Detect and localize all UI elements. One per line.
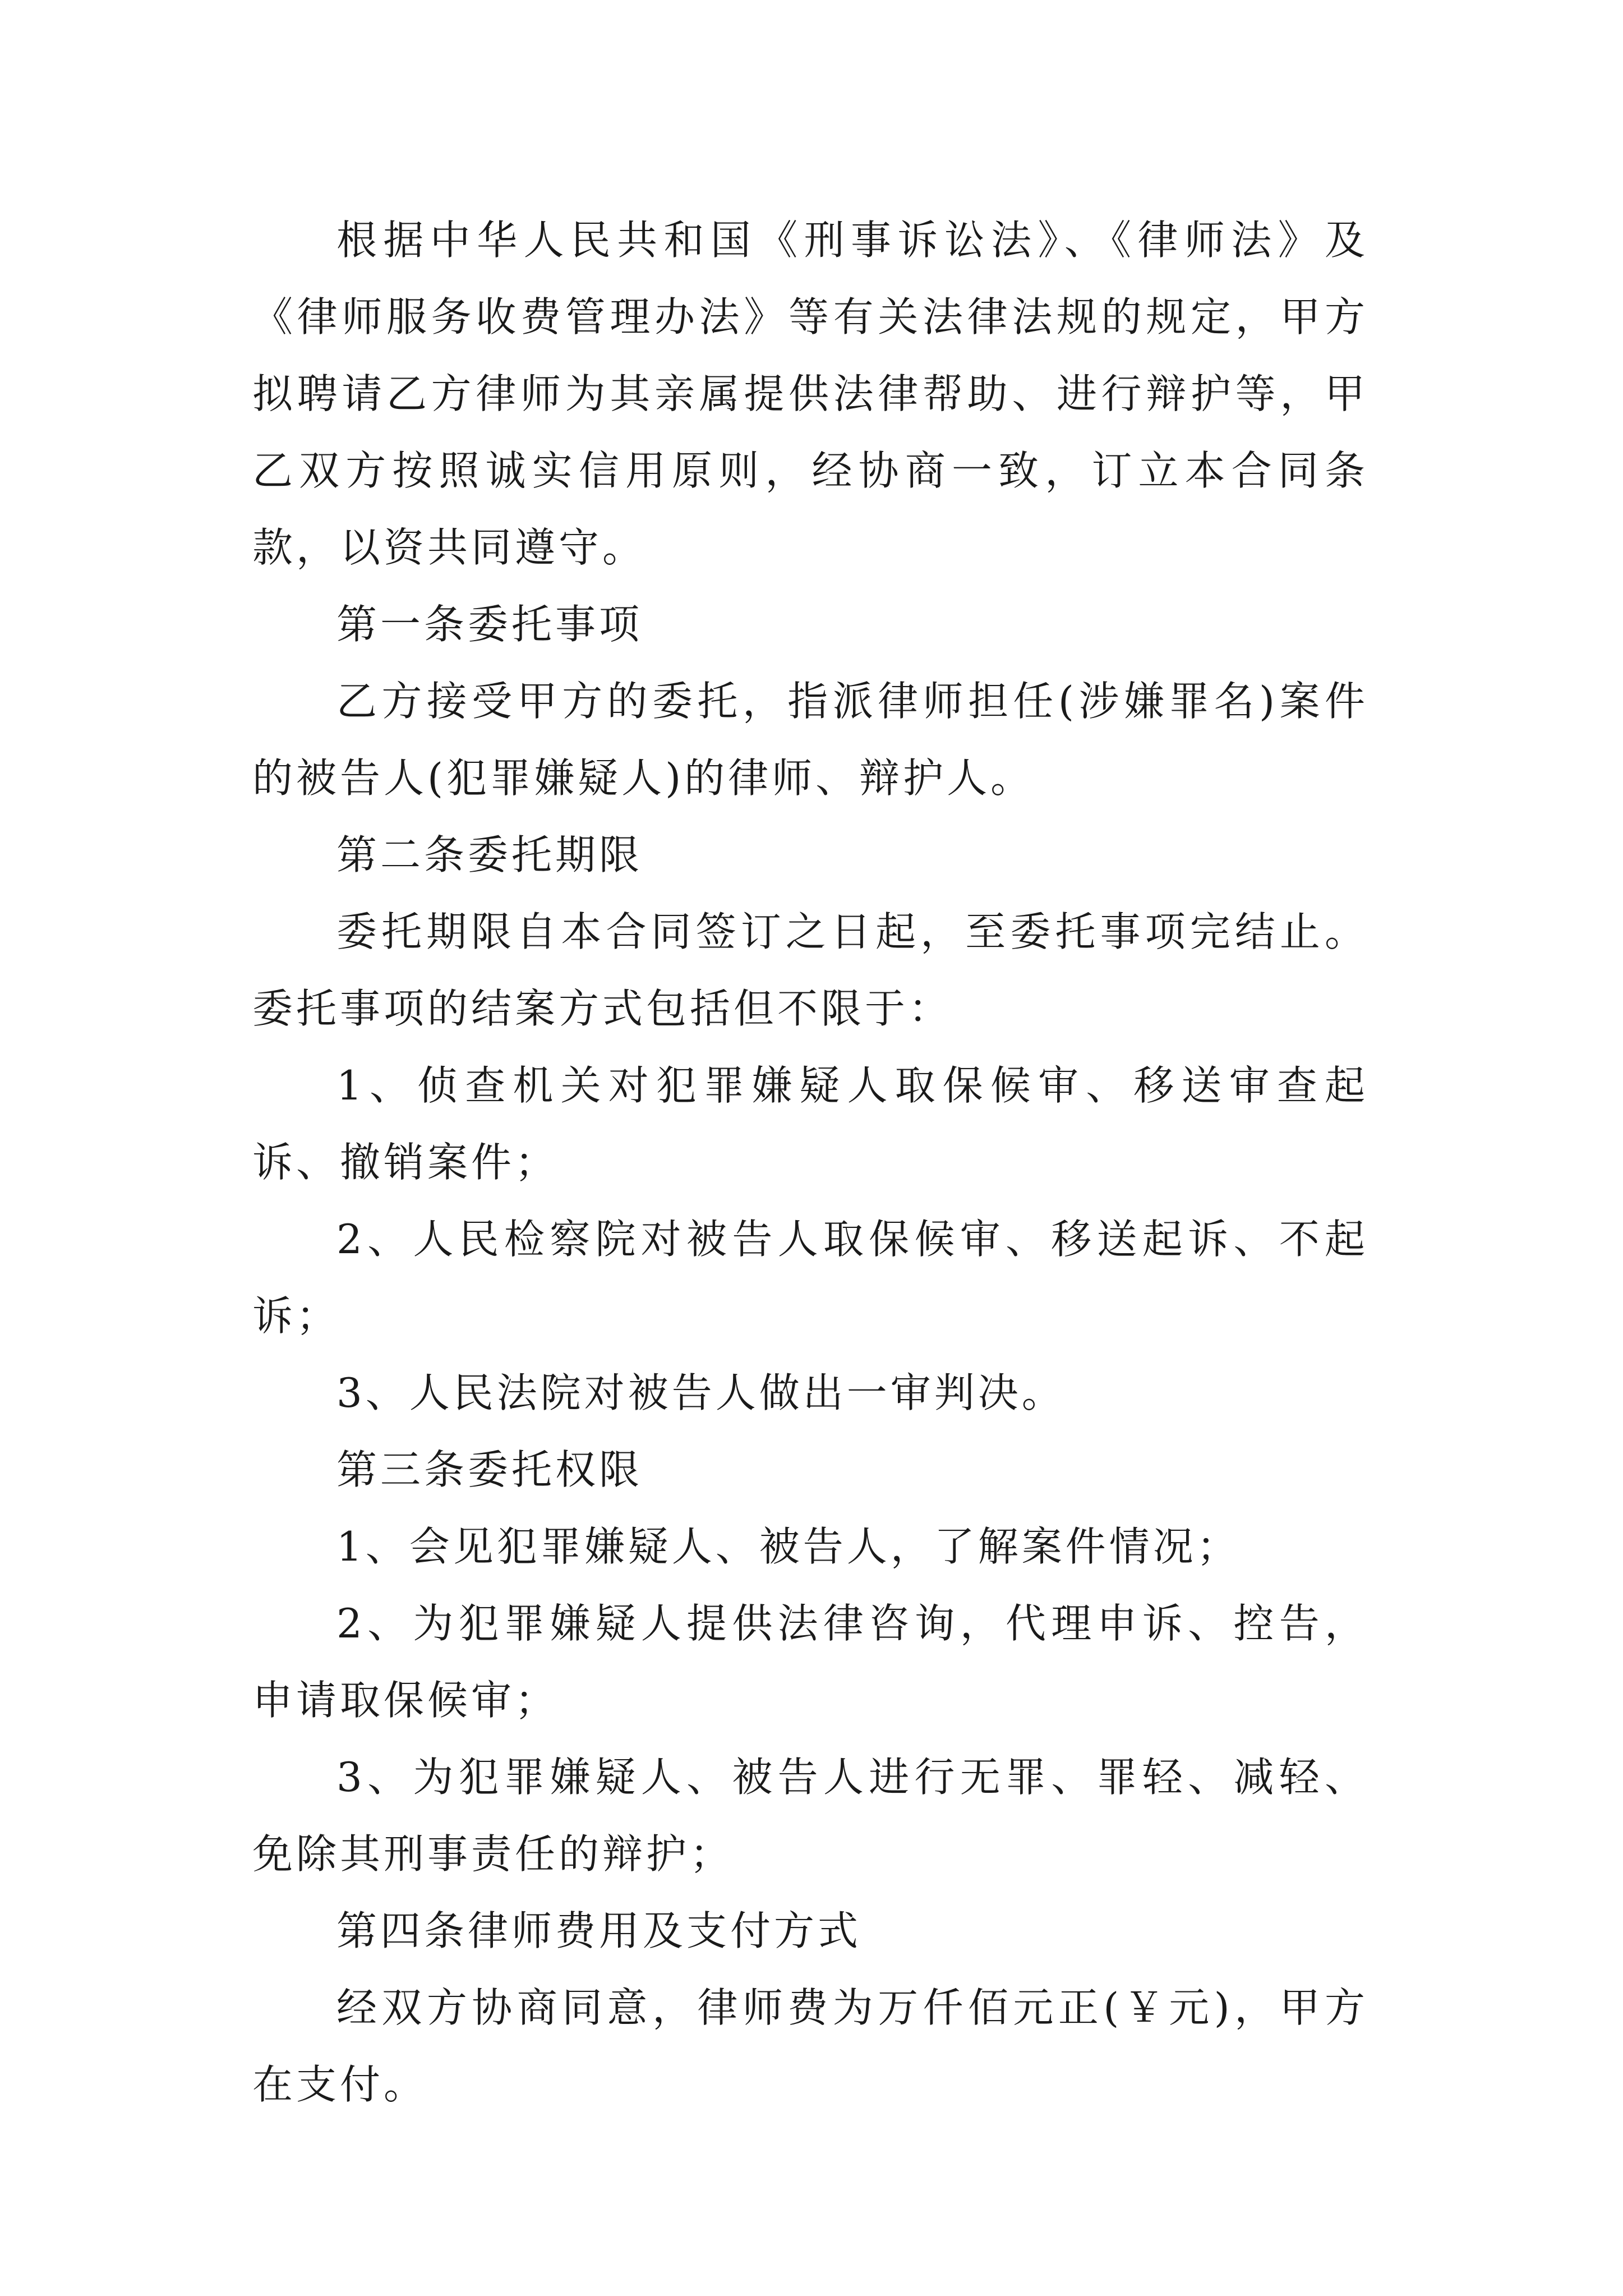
article-3-item-3: 3、为犯罪嫌疑人、被告人进行无罪、罪轻、减轻、免除其刑事责任的辩护； <box>252 1754 1368 1878</box>
article-2-item-1: 1、侦查机关对犯罪嫌疑人取保候审、移送审查起诉、撤销案件； <box>252 1062 1368 1186</box>
document-body <box>252 202 1368 2123</box>
article-4-text: 经双方协商同意，律师费为万仟佰元正(￥元)，甲方在支付。 <box>252 1984 1368 2108</box>
article-3-item-2: 2、为犯罪嫌疑人提供法律咨询，代理申诉、控告，申请取保候审； <box>252 1600 1368 1724</box>
article-4-heading: 第四条律师费用及支付方式 <box>336 1907 862 1954</box>
article-2-item-2: 2、人民检察院对被告人取保候审、移送起诉、不起诉； <box>252 1216 1368 1340</box>
article-2-item-3: 3、人民法院对被告人做出一审判决。 <box>336 1369 1066 1416</box>
article-2-heading: 第二条委托期限 <box>336 831 643 878</box>
article-1-text: 乙方接受甲方的委托，指派律师担任(涉嫌罪名)案件的被告人(犯罪嫌疑人)的律师、辩护人。 <box>252 678 1368 802</box>
article-2-text: 委托期限自本合同签订之日起，至委托事项完结止。委托事项的结案方式包括但不限于： <box>252 908 1368 1032</box>
article-3-heading: 第三条委托权限 <box>336 1446 643 1493</box>
preamble-paragraph: 根据中华人民共和国《刑事诉讼法》、《律师法》及《律师服务收费管理办法》等有关法律法规的规定，甲方拟聘请乙方律师为其亲属提供法律帮助、进行辩护等，甲乙双方按照诚实信用原则，经协商一致，订立本合同条款，以资共同遵守。 <box>252 217 1368 571</box>
article-1-heading: 第一条委托事项 <box>336 601 643 648</box>
article-3-item-1: 1、会见犯罪嫌疑人、被告人，了解案件情况； <box>336 1523 1241 1570</box>
